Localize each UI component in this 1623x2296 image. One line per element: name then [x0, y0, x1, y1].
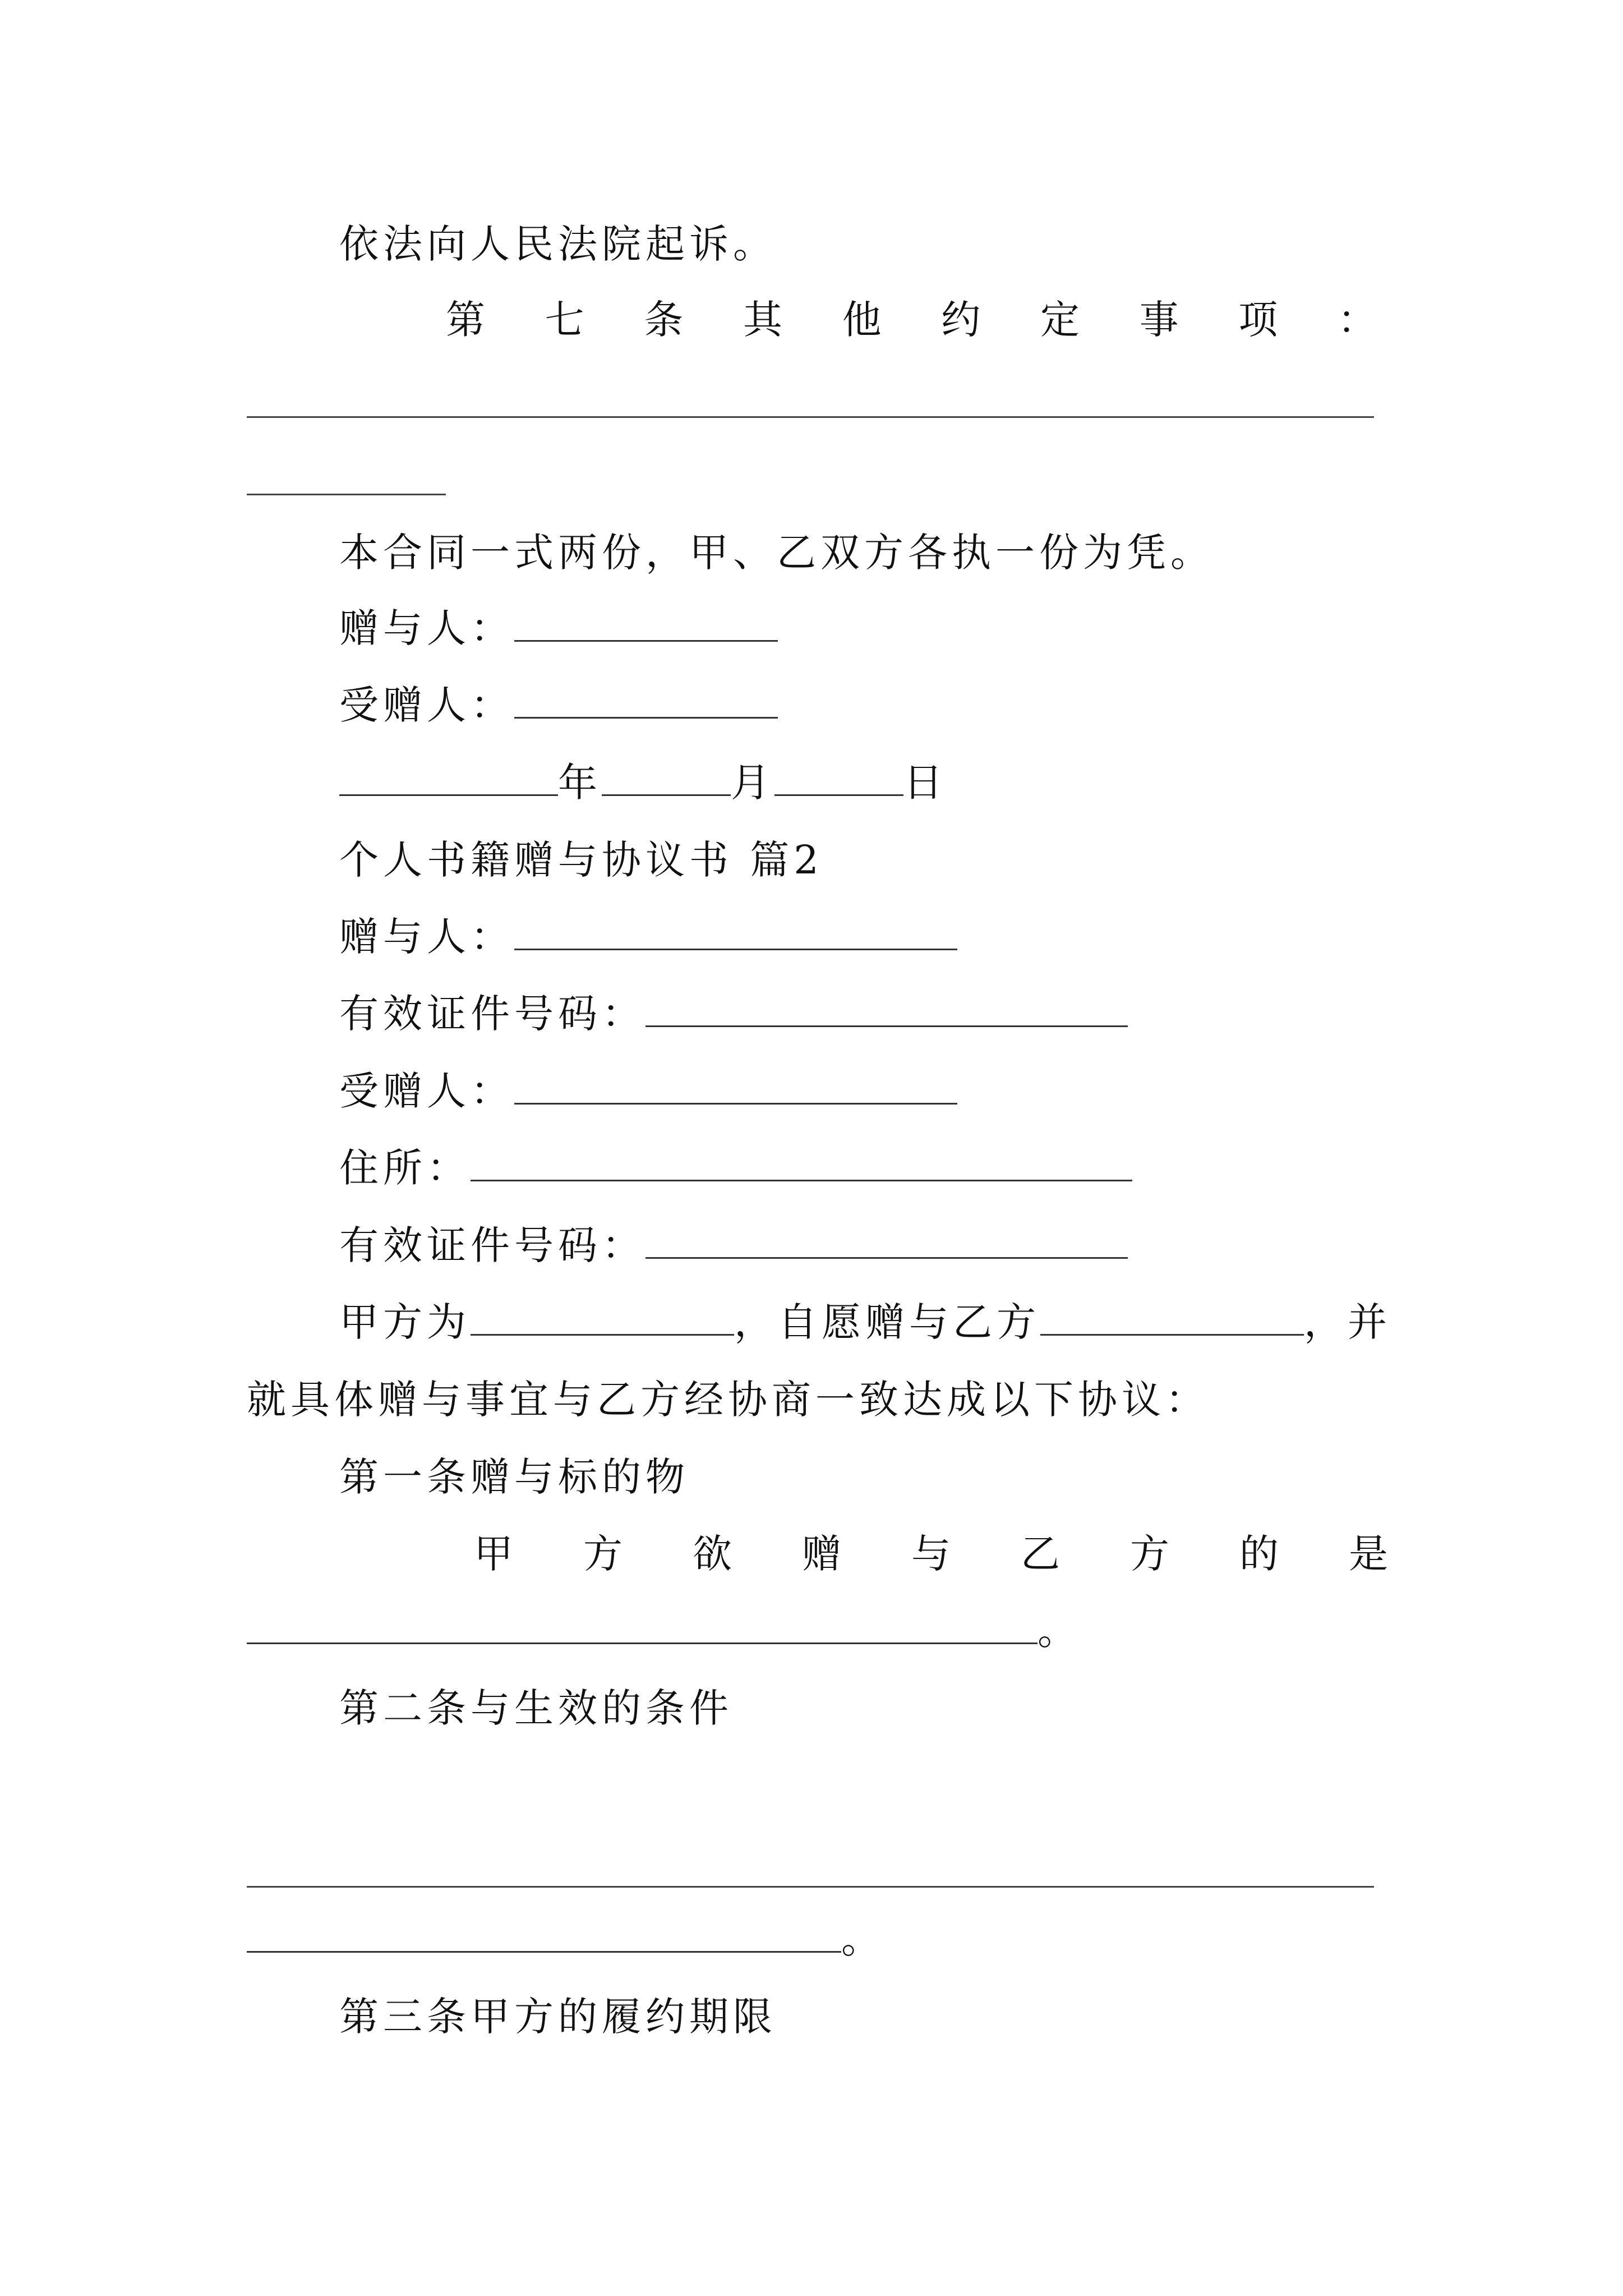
donee-label: 受赠人：: [339, 682, 514, 728]
article-seven-heading: [446, 295, 1377, 345]
month-label: 月: [731, 760, 774, 806]
gift-subject-blank: [247, 1608, 1038, 1644]
article-three-heading: 第三条甲方的履约期限: [339, 1994, 777, 2040]
heading-char: 约: [941, 297, 981, 343]
year-blank: [339, 760, 558, 796]
paragraph-lawsuit: 依法向人民法院起诉。: [339, 221, 777, 267]
heading-char: 项: [1238, 297, 1278, 343]
id-number-blank: [645, 1222, 1128, 1259]
donor-label: 赠与人：: [339, 605, 514, 651]
subject-char: 方: [1130, 1531, 1169, 1577]
article-two-heading: 第二条与生效的条件: [339, 1685, 733, 1731]
heading-char: 事: [1139, 297, 1179, 343]
address-label: 住所：: [339, 1145, 471, 1191]
gift-statement: [339, 1297, 1391, 1347]
subject-char: 欲: [693, 1531, 732, 1577]
period: 。: [841, 1916, 885, 1962]
donee-field: [339, 680, 778, 730]
day-label: 日: [903, 760, 947, 806]
donor-label: 赠与人：: [339, 914, 514, 960]
day-blank: [774, 760, 903, 796]
conditions-blank-line: [247, 1914, 885, 1964]
gift-subject-line: [474, 1529, 1388, 1579]
donor-blank: [514, 605, 778, 642]
subject-char: 是: [1349, 1531, 1388, 1577]
year-label: 年: [558, 760, 602, 806]
period: 。: [1038, 1608, 1081, 1654]
heading-char: 定: [1040, 297, 1080, 343]
month-blank: [602, 760, 731, 796]
fill-line: [247, 1886, 1374, 1888]
donee-label: 受赠人：: [339, 1068, 514, 1114]
heading-char: 第: [446, 297, 485, 343]
donee-blank: [514, 682, 778, 719]
id-number-label: 有效证件号码：: [339, 991, 645, 1037]
gift-subject-blank-line: [247, 1605, 1081, 1656]
heading-char: ：: [1337, 297, 1377, 343]
subject-char: 方: [583, 1531, 623, 1577]
and-text: ，并: [1304, 1299, 1391, 1345]
heading-char: 七: [545, 297, 584, 343]
date-field: [339, 757, 947, 808]
party-a-text: 甲方为: [339, 1299, 471, 1345]
id-number-field-2: [339, 1220, 1128, 1271]
id-number-blank: [645, 991, 1128, 1027]
donor-field-2: [339, 912, 957, 962]
heading-char: 其: [743, 297, 782, 343]
heading-char: 他: [842, 297, 882, 343]
subject-char: 乙: [1021, 1531, 1060, 1577]
subject-char: 的: [1239, 1531, 1279, 1577]
article-one-heading: 第一条赠与标的物: [339, 1454, 689, 1500]
section-title-part2: 个人书籍赠与协议书 篇2: [339, 837, 823, 883]
conditions-blank: [247, 1916, 841, 1953]
id-number-label: 有效证件号码：: [339, 1222, 645, 1268]
party-b-blank: [1040, 1299, 1304, 1336]
paragraph-copies: 本合同一式两份，甲、乙双方各执一份为凭。: [339, 530, 1214, 576]
id-number-field: [339, 988, 1128, 1039]
party-a-blank: [471, 1299, 734, 1336]
subject-char: 与: [911, 1531, 951, 1577]
address-field: [339, 1143, 1132, 1193]
voluntary-gift-text: ，自愿赠与乙方: [734, 1299, 1040, 1345]
donor-field: [339, 603, 778, 654]
address-blank: [471, 1145, 1132, 1181]
agreement-intro: 就具体赠与事宜与乙方经协商一致达成以下协议：: [247, 1377, 1209, 1423]
donee-blank: [514, 1068, 957, 1105]
fill-line: [247, 416, 1374, 418]
fill-line: [247, 494, 446, 495]
heading-char: 条: [644, 297, 684, 343]
donor-blank: [514, 914, 957, 950]
subject-char: 赠: [802, 1531, 841, 1577]
subject-char: 甲: [474, 1531, 513, 1577]
donee-field-2: [339, 1066, 957, 1116]
